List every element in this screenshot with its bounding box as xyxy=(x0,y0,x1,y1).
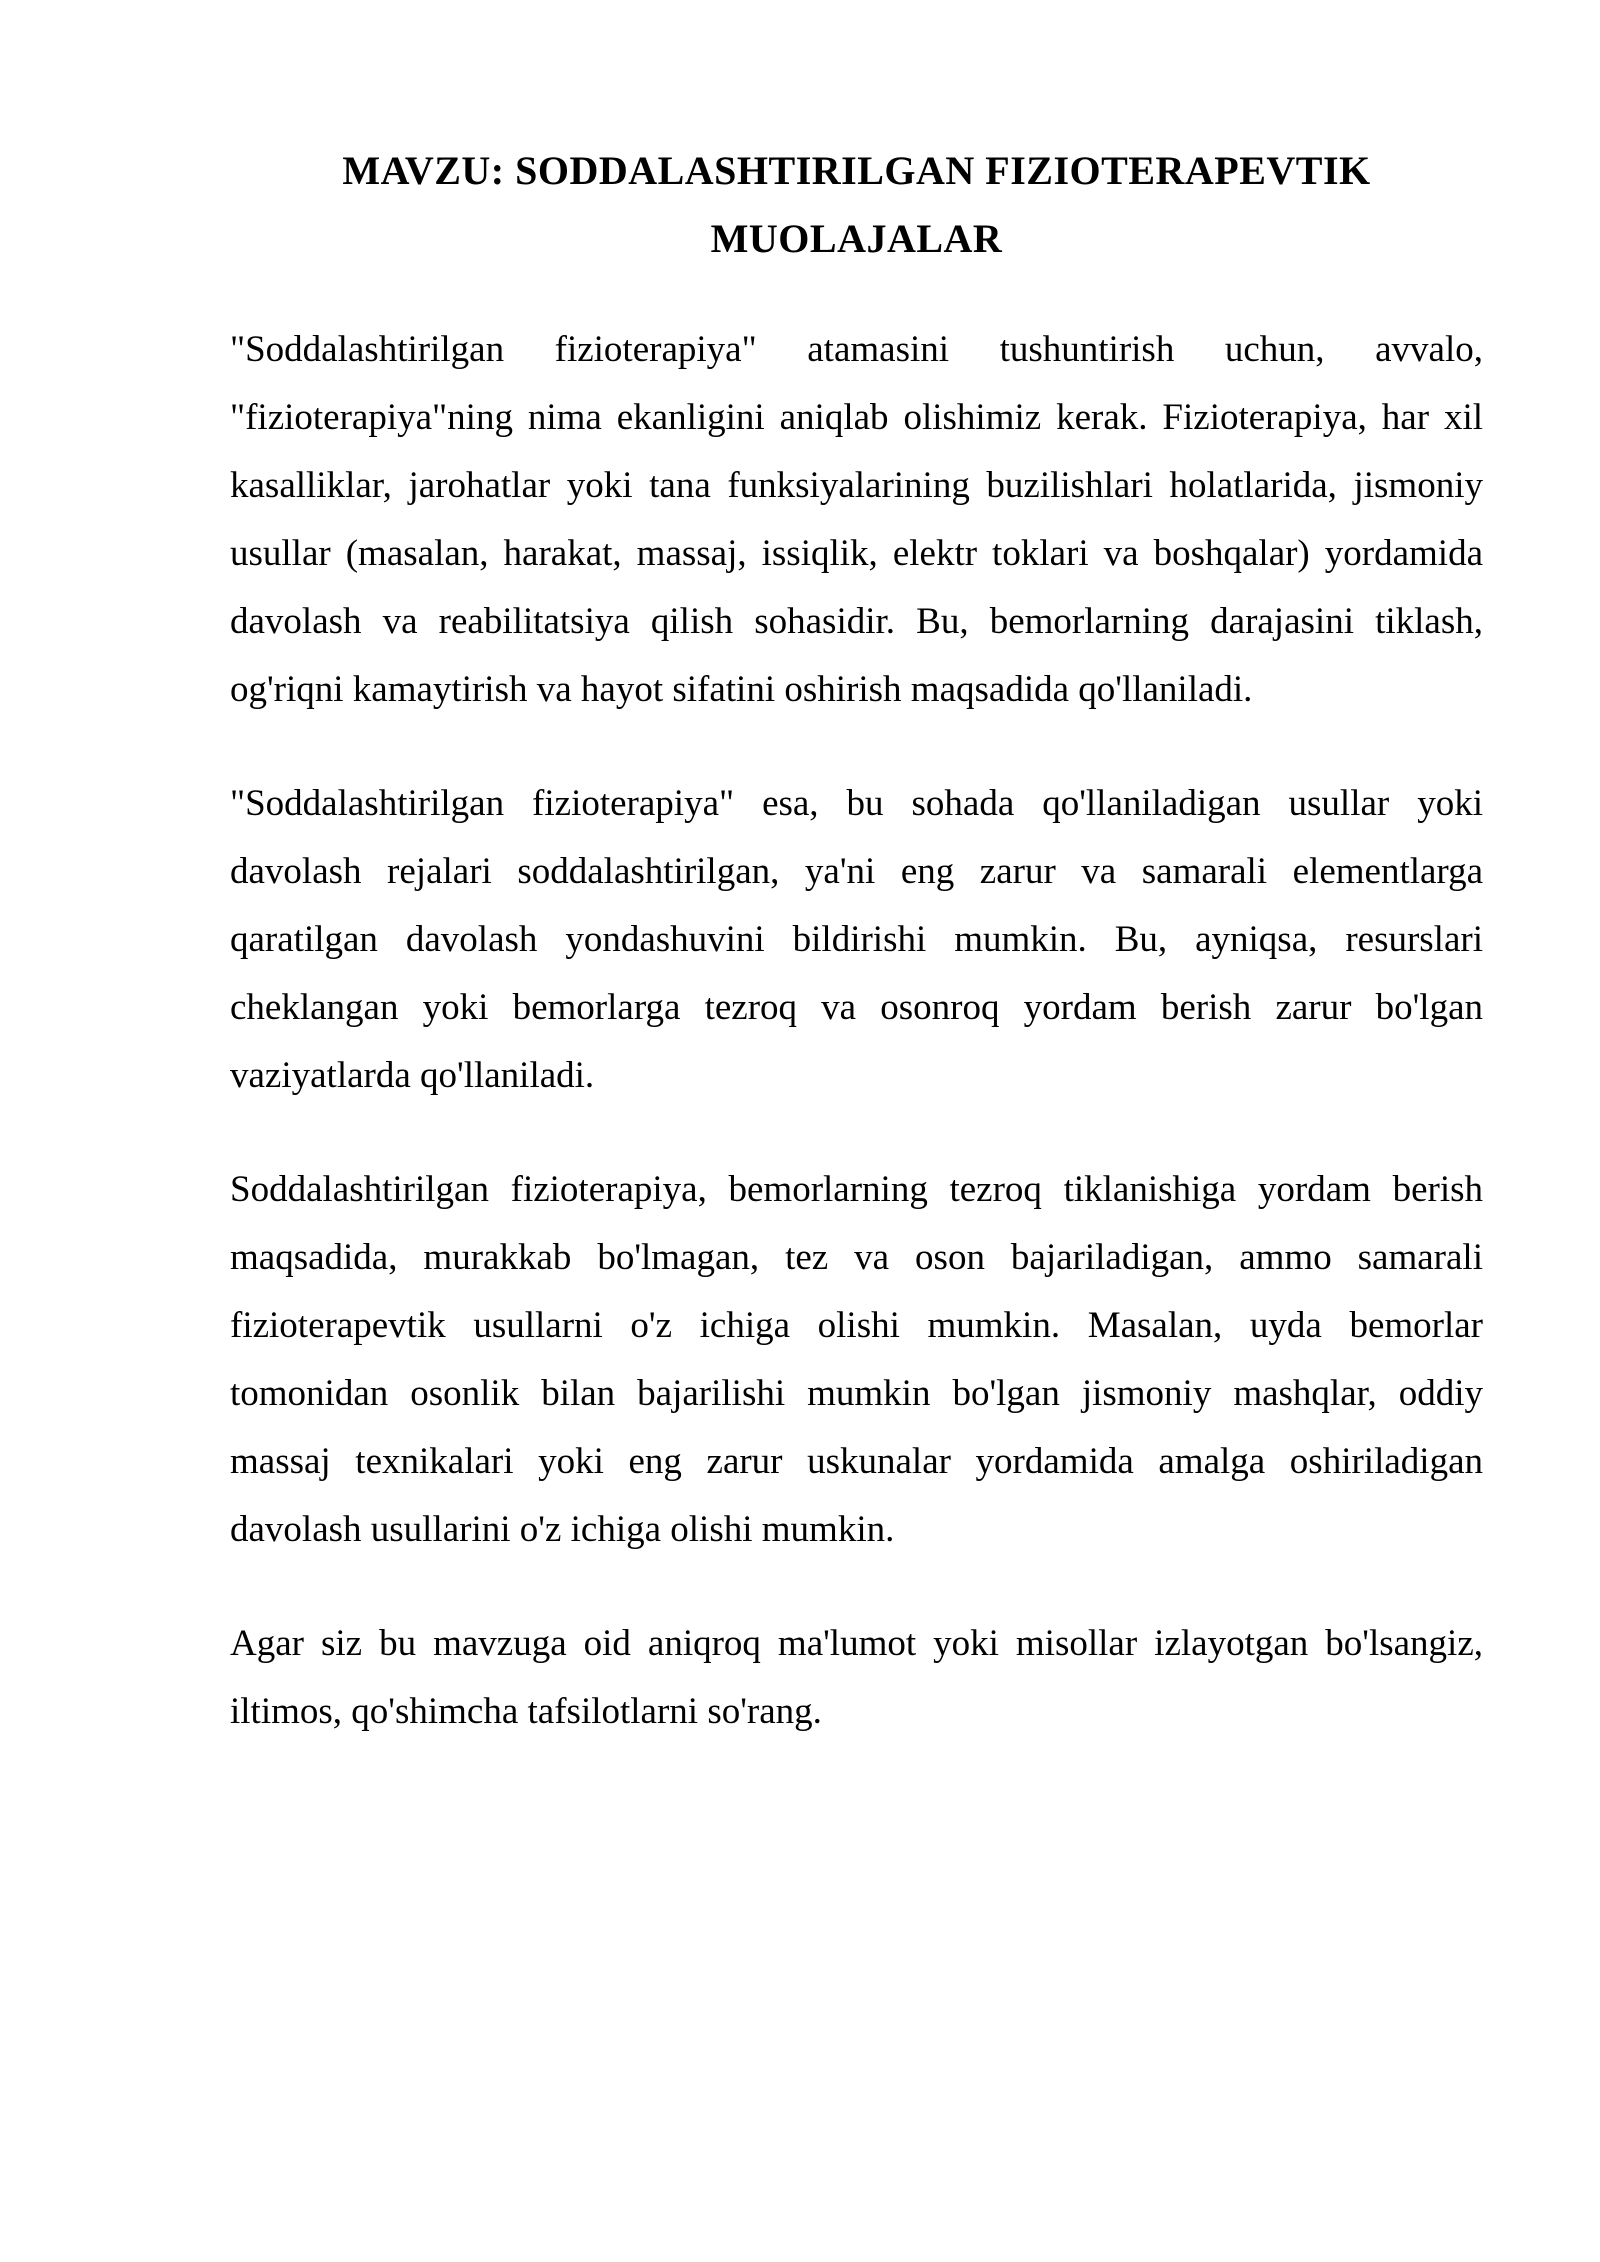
document-title-line-1: MAVZU: SODDALASHTIRILGAN FIZIOTERAPEVTIK xyxy=(342,148,1371,193)
paragraph-1: "Soddalashtirilgan fizioterapiya" atamasini tushuntirish uchun, avvalo, "fizioterapiya"ning nima ekanligini aniqlab olishimiz kerak. Fizioterapiya, har xil kasalliklar, jarohatlar yoki tana funksiyalarining buzilishlari holatlarida, jismoniy usullar (masalan, harakat, massaj, issiqlik, elektr toklari va boshqalar) yordamida davolash va reabilitatsiya qilish sohasidir. Bu, bemorlarning darajasini tiklash, og'riqni kamaytirish va hayot sifatini oshirish maqsadida qo'llaniladi. xyxy=(230,329,1483,710)
paragraph-2: "Soddalashtirilgan fizioterapiya" esa, bu sohada qo'llaniladigan usullar yoki davolash rejalari soddalashtirilgan, ya'ni eng zarur va samarali elementlarga qaratilgan davolash yondashuvini bildirishi mumkin. Bu, ayniqsa, resurslari cheklangan yoki bemorlarga tezroq va osonroq yordam berish zarur bo'lgan vaziyatlarda qo'llaniladi. xyxy=(230,783,1483,1096)
paragraph-4: Agar siz bu mavzuga oid aniqroq ma'lumot yoki misollar izlayotgan bo'lsangiz, iltimos, qo'shimcha tafsilotlarni so'rang. xyxy=(230,1623,1483,1732)
document-body xyxy=(230,316,1483,1746)
paragraph-3: Soddalashtirilgan fizioterapiya, bemorlarning tezroq tiklanishiga yordam berish maqsadida, murakkab bo'lmagan, tez va oson bajariladigan, ammo samarali fizioterapevtik usullarni o'z ichiga olishi mumkin. Masalan, uyda bemorlar tomonidan osonlik bilan bajarilishi mumkin bo'lgan jismoniy mashqlar, oddiy massaj texnikalari yoki eng zarur uskunalar yordamida amalga oshiriladigan davolash usullarini o'z ichiga olishi mumkin. xyxy=(230,1169,1483,1550)
document-title-line-2: MUOLAJALAR xyxy=(710,216,1003,261)
document-title xyxy=(230,137,1483,273)
